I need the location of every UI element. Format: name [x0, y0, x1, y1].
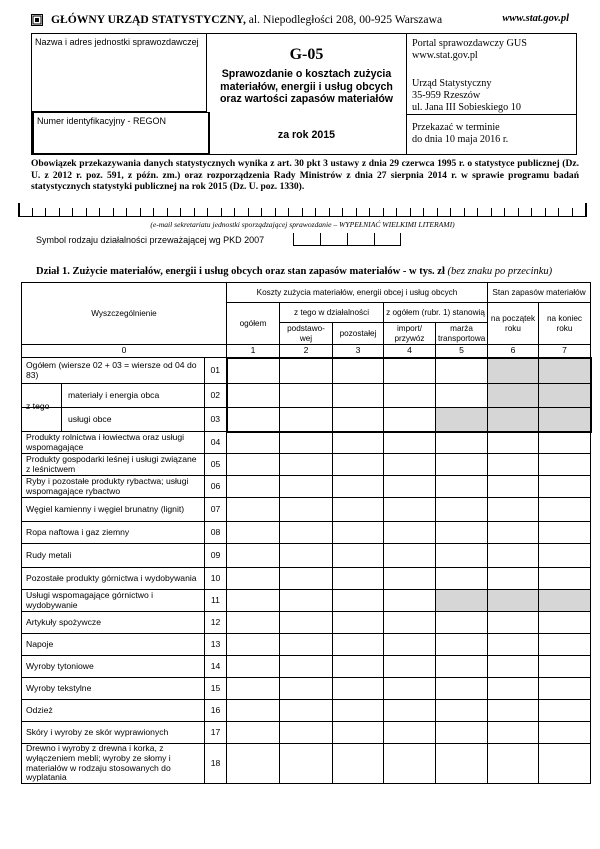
value-cell[interactable]: [436, 722, 488, 744]
value-cell[interactable]: [436, 358, 488, 384]
table-row: [22, 678, 591, 700]
value-cell[interactable]: [436, 634, 488, 656]
value-cell[interactable]: [333, 722, 384, 744]
row-label: Odzież: [22, 700, 205, 722]
row-number: 03: [205, 408, 227, 432]
comb-tick: [248, 208, 249, 216]
row-label: Ogółem (wiersze 02 + 03 = wiersze od 04 do 83): [22, 358, 205, 384]
value-cell[interactable]: [384, 476, 436, 498]
org-address: al. Niepodległości 208, 00-925 Warszawa: [248, 13, 443, 26]
row-label: Pozostałe produkty górnictwa i wydobywania: [22, 568, 205, 590]
row-label: Produkty rolnictwa i łowiectwa oraz usługi wspomagające: [22, 432, 205, 454]
col-number: 2: [280, 345, 333, 358]
value-cell[interactable]: [436, 522, 488, 544]
value-cell: [488, 408, 539, 432]
value-cell[interactable]: [280, 358, 333, 384]
table-row: [22, 408, 591, 432]
col-number: 4: [384, 345, 436, 358]
value-cell[interactable]: [488, 454, 539, 476]
value-cell[interactable]: [488, 522, 539, 544]
table-row: [22, 476, 591, 498]
comb-tick: [293, 233, 294, 245]
comb-tick: [464, 208, 465, 216]
comb-tick: [180, 208, 181, 216]
value-cell[interactable]: [488, 568, 539, 590]
comb-tick: [194, 208, 195, 216]
comb-tick: [207, 208, 208, 216]
value-cell[interactable]: [280, 678, 333, 700]
value-cell[interactable]: [227, 408, 280, 432]
row-label: Wyroby tytoniowe: [22, 656, 205, 678]
value-cell: [539, 384, 591, 408]
header-basic: podstawo-wej: [280, 323, 333, 345]
value-cell: [539, 408, 591, 432]
comb-tick: [342, 208, 343, 216]
submission-info: [407, 34, 576, 155]
value-cell[interactable]: [227, 568, 280, 590]
value-cell[interactable]: [384, 544, 436, 568]
row-number: 08: [205, 522, 227, 544]
value-cell[interactable]: [333, 476, 384, 498]
value-cell[interactable]: [384, 522, 436, 544]
value-cell[interactable]: [333, 678, 384, 700]
value-cell: [436, 408, 488, 432]
col-number: 0: [22, 345, 227, 358]
value-cell[interactable]: [333, 568, 384, 590]
value-cell[interactable]: [436, 432, 488, 454]
form-title-line: Sprawozdanie o kosztach zużycia: [221, 68, 392, 80]
form-title-line: materiałów, energii i usług obcych: [220, 80, 393, 93]
office-line: 35-959 Rzeszów: [412, 90, 481, 102]
value-cell[interactable]: [333, 384, 384, 408]
value-cell[interactable]: [333, 408, 384, 432]
value-cell[interactable]: [227, 744, 280, 784]
table-row: [22, 700, 591, 722]
comb-tick: [18, 203, 20, 216]
row-label: Napoje: [22, 634, 205, 656]
row-number: 16: [205, 700, 227, 722]
value-cell[interactable]: [384, 432, 436, 454]
value-cell[interactable]: [488, 678, 539, 700]
row-number: 13: [205, 634, 227, 656]
name-address-field[interactable]: [32, 34, 207, 112]
org-line: [51, 13, 442, 26]
table-row: [22, 522, 591, 544]
value-cell[interactable]: [436, 678, 488, 700]
comb-tick: [400, 233, 401, 245]
value-cell[interactable]: [488, 722, 539, 744]
row-number: 18: [205, 744, 227, 784]
value-cell[interactable]: [227, 700, 280, 722]
value-cell[interactable]: [227, 590, 280, 612]
comb-tick: [369, 208, 370, 216]
comb-tick: [558, 208, 559, 216]
value-cell[interactable]: [488, 432, 539, 454]
header-import: import/ przywóz: [384, 323, 436, 345]
value-cell[interactable]: [227, 358, 280, 384]
value-cell[interactable]: [539, 678, 591, 700]
value-cell[interactable]: [280, 408, 333, 432]
table-row: [22, 498, 591, 522]
value-cell[interactable]: [488, 476, 539, 498]
legal-basis-text: Obowiązek przekazywania danych statystycznych wynika z art. 30 pkt 3 ustawy z dnia 29 czerwca 1995 r. o statystyce publicznej (Dz. U. z 2012 r. poz. 591, z późn. zm.) oraz rozporządzenia Rady Ministrów z dnia 27 sierpnia 2014 r. w sprawie programu badań statystycznych statystyki publicznej na rok 2015 (Dz. U. poz. 1330).: [31, 158, 579, 192]
value-cell[interactable]: [384, 358, 436, 384]
value-cell[interactable]: [384, 744, 436, 784]
value-cell[interactable]: [488, 656, 539, 678]
top-bar: [31, 11, 577, 32]
table-row: [22, 656, 591, 678]
value-cell[interactable]: [539, 522, 591, 544]
header-other: pozostałej: [333, 323, 384, 345]
comb-tick: [234, 208, 235, 216]
value-cell[interactable]: [227, 498, 280, 522]
value-cell[interactable]: [227, 634, 280, 656]
value-cell[interactable]: [333, 612, 384, 634]
office-line: Urząd Statystyczny: [412, 78, 492, 89]
value-cell[interactable]: [384, 498, 436, 522]
comb-tick: [585, 203, 587, 216]
header-of-total: z ogółem (rubr. 1) stanowią: [384, 303, 488, 323]
row-label: Węgiel kamienny i węgiel brunatny (lignit): [22, 498, 205, 522]
comb-tick: [221, 208, 222, 216]
value-cell[interactable]: [539, 544, 591, 568]
table-row: [22, 612, 591, 634]
value-cell[interactable]: [436, 744, 488, 784]
office-address: [412, 78, 521, 115]
email-caption: (e-mail sekretariatu jednostki sporządzającej sprawozdanie – WYPEŁNIAĆ WIELKIMI LITERAMI): [150, 220, 455, 229]
value-cell[interactable]: [333, 634, 384, 656]
section-note: (bez znaku po przecinku): [447, 266, 553, 277]
table-row: [22, 634, 591, 656]
value-cell[interactable]: [227, 678, 280, 700]
value-cell[interactable]: [488, 744, 539, 784]
value-cell[interactable]: [539, 568, 591, 590]
col-number: 1: [227, 345, 280, 358]
form-code: G-05: [289, 46, 324, 63]
comb-tick: [423, 208, 424, 216]
value-cell[interactable]: [539, 722, 591, 744]
value-cell[interactable]: [436, 656, 488, 678]
comb-tick: [72, 208, 73, 216]
value-cell[interactable]: [384, 722, 436, 744]
value-cell[interactable]: [333, 454, 384, 476]
row-label: Rudy metali: [22, 544, 205, 568]
comb-tick: [383, 208, 384, 216]
comb-tick: [140, 208, 141, 216]
value-cell[interactable]: [539, 634, 591, 656]
value-cell[interactable]: [280, 544, 333, 568]
row-number: 14: [205, 656, 227, 678]
value-cell[interactable]: [280, 700, 333, 722]
comb-tick: [153, 208, 154, 216]
comb-tick: [32, 208, 33, 216]
comb-tick: [410, 208, 411, 216]
comb-tick: [477, 208, 478, 216]
gus-logo-icon: [31, 14, 43, 26]
value-cell[interactable]: [227, 432, 280, 454]
data-table: [21, 282, 592, 784]
comb-tick: [545, 208, 546, 216]
comb-tick: [396, 208, 397, 216]
value-cell[interactable]: [280, 384, 333, 408]
value-cell[interactable]: [539, 476, 591, 498]
comb-tick: [347, 233, 348, 245]
value-cell[interactable]: [384, 678, 436, 700]
comb-tick: [504, 208, 505, 216]
table-row: [22, 568, 591, 590]
comb-tick: [113, 208, 114, 216]
comb-tick: [320, 233, 321, 245]
row-label: Artykuły spożywcze: [22, 612, 205, 634]
row-number: 05: [205, 454, 227, 476]
comb-tick: [437, 208, 438, 216]
divider: [407, 114, 576, 115]
org-name: GŁÓWNY URZĄD STATYSTYCZNY,: [51, 13, 246, 26]
value-cell[interactable]: [436, 612, 488, 634]
value-cell[interactable]: [227, 722, 280, 744]
row-number: 12: [205, 612, 227, 634]
header-activity: z tego w działalności: [280, 303, 384, 323]
value-cell[interactable]: [280, 476, 333, 498]
value-cell[interactable]: [227, 454, 280, 476]
row-number: 07: [205, 498, 227, 522]
table-row: [22, 454, 591, 476]
value-cell[interactable]: [436, 700, 488, 722]
name-address-label: Nazwa i adres jednostki sprawozdawczej: [35, 37, 199, 47]
value-cell[interactable]: [488, 612, 539, 634]
comb-tick: [315, 208, 316, 216]
regon-label: Numer identyfikacyjny - REGON: [37, 116, 167, 126]
row-number: 10: [205, 568, 227, 590]
section-heading: Dział 1. Zużycie materiałów, energii i usług obcych oraz stan zapasów materiałów - w tys. zł: [36, 266, 445, 277]
row-number: 11: [205, 590, 227, 612]
value-cell[interactable]: [539, 656, 591, 678]
value-cell[interactable]: [436, 498, 488, 522]
comb-tick: [126, 208, 127, 216]
value-cell[interactable]: [280, 722, 333, 744]
value-cell[interactable]: [280, 656, 333, 678]
value-cell[interactable]: [333, 522, 384, 544]
row-label: Skóry i wyroby ze skór wyprawionych: [22, 722, 205, 744]
value-cell[interactable]: [227, 476, 280, 498]
row-number: 06: [205, 476, 227, 498]
header-stock: Stan zapasów materiałów: [488, 283, 591, 303]
value-cell[interactable]: [436, 544, 488, 568]
comb-tick: [518, 208, 519, 216]
row-label: Ropa naftowa i gaz ziemny: [22, 522, 205, 544]
value-cell[interactable]: [333, 590, 384, 612]
value-cell[interactable]: [227, 656, 280, 678]
value-cell[interactable]: [539, 454, 591, 476]
header-item: Wyszczególnienie: [22, 283, 227, 345]
table-row: [22, 432, 591, 454]
row-label: usługi obce: [68, 413, 112, 424]
header-costs: Koszty zużycia materiałów, energii obcej i usług obcych: [227, 283, 488, 303]
row-label-group: [22, 384, 205, 412]
value-cell[interactable]: [333, 498, 384, 522]
table-row: [22, 590, 591, 612]
value-cell[interactable]: [384, 634, 436, 656]
value-cell[interactable]: [384, 656, 436, 678]
row-number: 09: [205, 544, 227, 568]
comb-tick: [450, 208, 451, 216]
portal-info: [412, 38, 527, 62]
col-number: 7: [539, 345, 591, 358]
value-cell[interactable]: [539, 744, 591, 784]
value-cell[interactable]: [384, 568, 436, 590]
comb-tick: [167, 208, 168, 216]
email-input-comb[interactable]: [18, 204, 587, 217]
value-cell[interactable]: [436, 384, 488, 408]
form-title: [207, 68, 406, 106]
value-cell[interactable]: [333, 700, 384, 722]
gus-url[interactable]: www.stat.gov.pl: [502, 13, 569, 24]
pkd-label: Symbol rodzaju działalności przeważającej wg PKD 2007: [36, 235, 265, 245]
comb-tick: [261, 208, 262, 216]
row-label: Ryby i pozostałe produkty rybactwa; usługi wspomagające rybactwo: [22, 476, 205, 498]
value-cell[interactable]: [280, 454, 333, 476]
value-cell[interactable]: [384, 384, 436, 408]
comb-tick: [356, 208, 357, 216]
value-cell[interactable]: [384, 700, 436, 722]
value-cell[interactable]: [280, 590, 333, 612]
table-row: [22, 744, 591, 784]
value-cell[interactable]: [488, 634, 539, 656]
value-cell[interactable]: [384, 590, 436, 612]
value-cell: [488, 590, 539, 612]
value-cell[interactable]: [539, 432, 591, 454]
value-cell[interactable]: [280, 498, 333, 522]
comb-tick: [302, 208, 303, 216]
header-end-year: na koniec roku: [539, 303, 591, 345]
comb-tick: [531, 208, 532, 216]
value-cell[interactable]: [280, 634, 333, 656]
value-cell: [488, 358, 539, 384]
deadline: [412, 122, 508, 146]
comb-tick: [288, 208, 289, 216]
z-tego-label: z tego: [26, 401, 50, 412]
value-cell[interactable]: [539, 612, 591, 634]
office-line: ul. Jana III Sobieskiego 10: [412, 102, 521, 114]
header-start-year: na początek roku: [488, 303, 539, 345]
comb-tick: [86, 208, 87, 216]
value-cell[interactable]: [333, 656, 384, 678]
header-total: ogółem: [227, 303, 280, 345]
row-number: 01: [205, 358, 227, 384]
value-cell[interactable]: [333, 544, 384, 568]
regon-field[interactable]: [32, 112, 210, 155]
value-cell[interactable]: [436, 568, 488, 590]
comb-tick: [59, 208, 60, 216]
row-label: Wyroby tekstylne: [22, 678, 205, 700]
value-cell: [436, 590, 488, 612]
value-cell: [539, 590, 591, 612]
table-row: [22, 722, 591, 744]
comb-tick: [329, 208, 330, 216]
col-number: 5: [436, 345, 488, 358]
col-number: 6: [488, 345, 539, 358]
value-cell[interactable]: [539, 700, 591, 722]
section-title: [36, 266, 552, 277]
value-cell[interactable]: [384, 454, 436, 476]
comb-tick: [45, 208, 46, 216]
value-cell[interactable]: [227, 544, 280, 568]
report-year: za rok 2015: [277, 129, 336, 141]
value-cell[interactable]: [488, 700, 539, 722]
row-number: 04: [205, 432, 227, 454]
value-cell[interactable]: [384, 408, 436, 432]
value-cell[interactable]: [280, 612, 333, 634]
form-header: [31, 33, 577, 155]
value-cell: [539, 358, 591, 384]
table-row: [22, 358, 591, 384]
value-cell[interactable]: [280, 432, 333, 454]
value-cell[interactable]: [384, 612, 436, 634]
col-number: 3: [333, 345, 384, 358]
value-cell[interactable]: [280, 522, 333, 544]
value-cell[interactable]: [280, 568, 333, 590]
comb-tick: [491, 208, 492, 216]
value-cell[interactable]: [488, 544, 539, 568]
row-label: materiały i energia obca: [68, 389, 160, 400]
deadline-line: Przekazać w terminie: [412, 122, 500, 133]
value-cell[interactable]: [227, 612, 280, 634]
value-cell[interactable]: [333, 432, 384, 454]
comb-tick: [275, 208, 276, 216]
table-row: [22, 384, 591, 408]
row-label: Produkty gospodarki leśnej i usługi związane z leśnictwem: [22, 454, 205, 476]
form-title-block: [207, 34, 407, 155]
value-cell[interactable]: [436, 476, 488, 498]
portal-url[interactable]: www.stat.gov.pl: [412, 50, 478, 62]
table-row: [22, 544, 591, 568]
value-cell[interactable]: [436, 454, 488, 476]
form-title-line: oraz wartości zapasów materiałów: [219, 93, 394, 105]
row-number: 15: [205, 678, 227, 700]
value-cell[interactable]: [227, 522, 280, 544]
header-margin: marża transportowa: [436, 323, 488, 345]
value-cell[interactable]: [227, 384, 280, 408]
value-cell[interactable]: [333, 744, 384, 784]
row-number: 02: [205, 384, 227, 408]
row-label: Usługi wspomagające górnictwo i wydobywanie: [22, 590, 205, 612]
row-label: Drewno i wyroby z drewna i korka, z wyłączeniem mebli; wyroby ze słomy i materiałów w rodzaju stosowanych do wyplatania: [22, 744, 205, 784]
value-cell[interactable]: [280, 744, 333, 784]
row-number: 17: [205, 722, 227, 744]
value-cell[interactable]: [333, 358, 384, 384]
portal-name: Portal sprawozdawczy GUS: [412, 38, 527, 49]
comb-tick: [374, 233, 375, 245]
pkd-input-comb[interactable]: [293, 233, 401, 246]
comb-tick: [572, 208, 573, 216]
deadline-line: do dnia 10 maja 2016 r.: [412, 134, 509, 146]
value-cell: [488, 384, 539, 408]
value-cell[interactable]: [539, 498, 591, 522]
value-cell[interactable]: [488, 498, 539, 522]
comb-tick: [99, 208, 100, 216]
